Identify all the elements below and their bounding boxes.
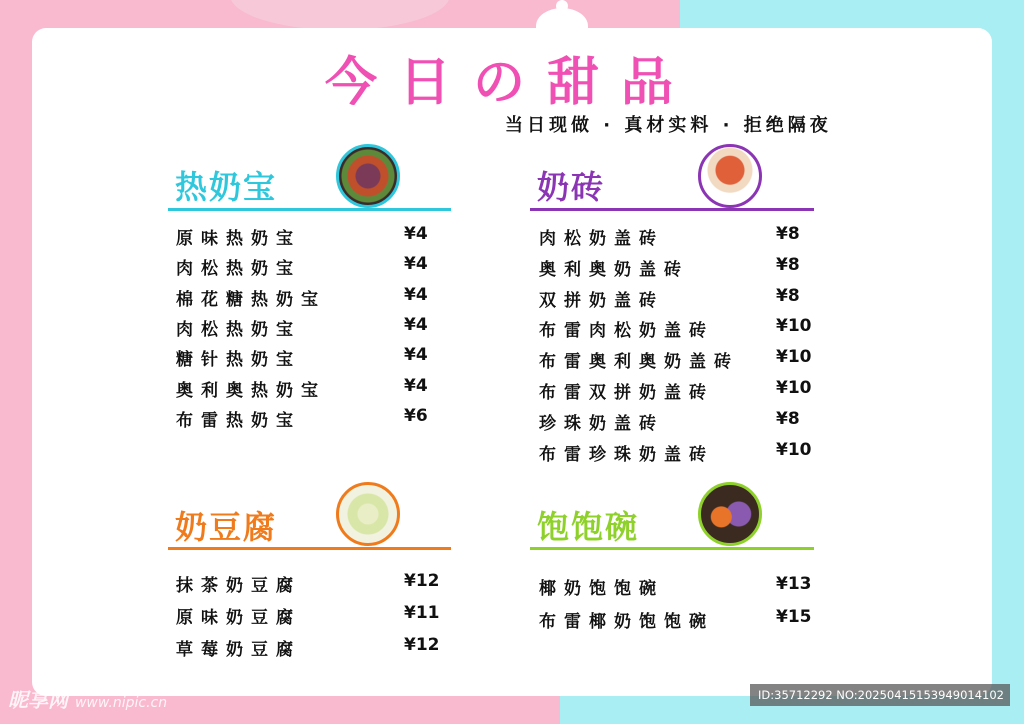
menu-item-price: ¥10 bbox=[776, 439, 812, 460]
menu-item-price: ¥10 bbox=[776, 378, 812, 398]
menu-item-name: 肉松热奶宝 bbox=[176, 259, 301, 280]
menu-item-price: ¥6 bbox=[404, 405, 428, 426]
section-divider-hot bbox=[168, 208, 451, 211]
section-divider-bowl bbox=[530, 547, 814, 550]
section-title-brick: 奶砖 bbox=[537, 168, 606, 206]
menu-item-price: ¥8 bbox=[776, 254, 800, 275]
menu-item-name: 奥利奥奶盖砖 bbox=[539, 259, 689, 280]
menu-item-price: ¥8 bbox=[776, 408, 800, 429]
menu-item-name: 布雷热奶宝 bbox=[176, 410, 301, 431]
menu-item-name: 肉松热奶宝 bbox=[176, 319, 301, 340]
menu-item-name: 布雷奥利奥奶盖砖 bbox=[539, 352, 739, 373]
card-tab bbox=[536, 8, 588, 44]
bowl-dessert-photo bbox=[698, 482, 762, 546]
menu-item-price: ¥10 bbox=[776, 347, 812, 368]
menu-item-price: ¥12 bbox=[404, 571, 440, 591]
menu-item-price: ¥4 bbox=[404, 254, 428, 275]
menu-item-price: ¥4 bbox=[404, 284, 428, 305]
menu-subtitle: 当日现做 · 真材实料 · 拒绝隔夜 bbox=[505, 115, 832, 136]
menu-item-price: ¥8 bbox=[776, 285, 800, 306]
section-title-bowl: 饱饱碗 bbox=[537, 508, 640, 546]
menu-item-price: ¥4 bbox=[404, 375, 428, 396]
menu-item-price: ¥8 bbox=[776, 224, 800, 244]
menu-item-name: 草莓奶豆腐 bbox=[176, 640, 301, 660]
section-divider-tofu bbox=[168, 547, 451, 550]
menu-item-name: 布雷双拼奶盖砖 bbox=[539, 383, 714, 403]
menu-item-name: 棉花糖热奶宝 bbox=[176, 289, 326, 310]
menu-item-name: 奥利奥热奶宝 bbox=[176, 380, 326, 401]
section-title-hot: 热奶宝 bbox=[175, 168, 278, 206]
menu-item-price: ¥10 bbox=[776, 316, 812, 337]
menu-item-price: ¥4 bbox=[404, 224, 428, 244]
menu-item-name: 肉松奶盖砖 bbox=[539, 229, 664, 249]
menu-item-name: 布雷椰奶饱饱碗 bbox=[539, 612, 714, 632]
menu-item-price: ¥4 bbox=[404, 345, 428, 366]
menu-item-price: ¥11 bbox=[404, 603, 440, 623]
menu-item-name: 布雷珍珠奶盖砖 bbox=[539, 444, 714, 465]
watermark bbox=[8, 684, 167, 713]
menu-item-name: 原味热奶宝 bbox=[176, 229, 301, 249]
image-id-bar: ID:35712292 NO:20250415153949014102 bbox=[750, 684, 1010, 706]
menu-item-price: ¥13 bbox=[776, 574, 812, 594]
watermark-brand: 昵享网 bbox=[8, 688, 68, 712]
menu-item-price: ¥4 bbox=[404, 314, 428, 335]
menu-item-name: 椰奶饱饱碗 bbox=[539, 579, 664, 599]
menu-item-name: 抹茶奶豆腐 bbox=[176, 576, 301, 596]
menu-item-price: ¥15 bbox=[776, 607, 812, 627]
hot-dessert-photo bbox=[336, 144, 400, 208]
menu-title: 今日の甜品 bbox=[324, 53, 695, 113]
menu-item-name: 珍珠奶盖砖 bbox=[539, 413, 664, 434]
menu-item-name: 原味奶豆腐 bbox=[176, 608, 301, 628]
menu-item-name: 糖针热奶宝 bbox=[176, 350, 301, 371]
menu-item-name: 布雷肉松奶盖砖 bbox=[539, 321, 714, 342]
menu-item-price: ¥12 bbox=[404, 635, 440, 655]
section-divider-brick bbox=[530, 208, 814, 211]
brick-dessert-photo bbox=[698, 144, 762, 208]
menu-item-name: 双拼奶盖砖 bbox=[539, 290, 664, 311]
section-title-tofu: 奶豆腐 bbox=[175, 508, 278, 546]
watermark-url: www.nipic.cn bbox=[74, 695, 168, 711]
tofu-dessert-photo bbox=[336, 482, 400, 546]
